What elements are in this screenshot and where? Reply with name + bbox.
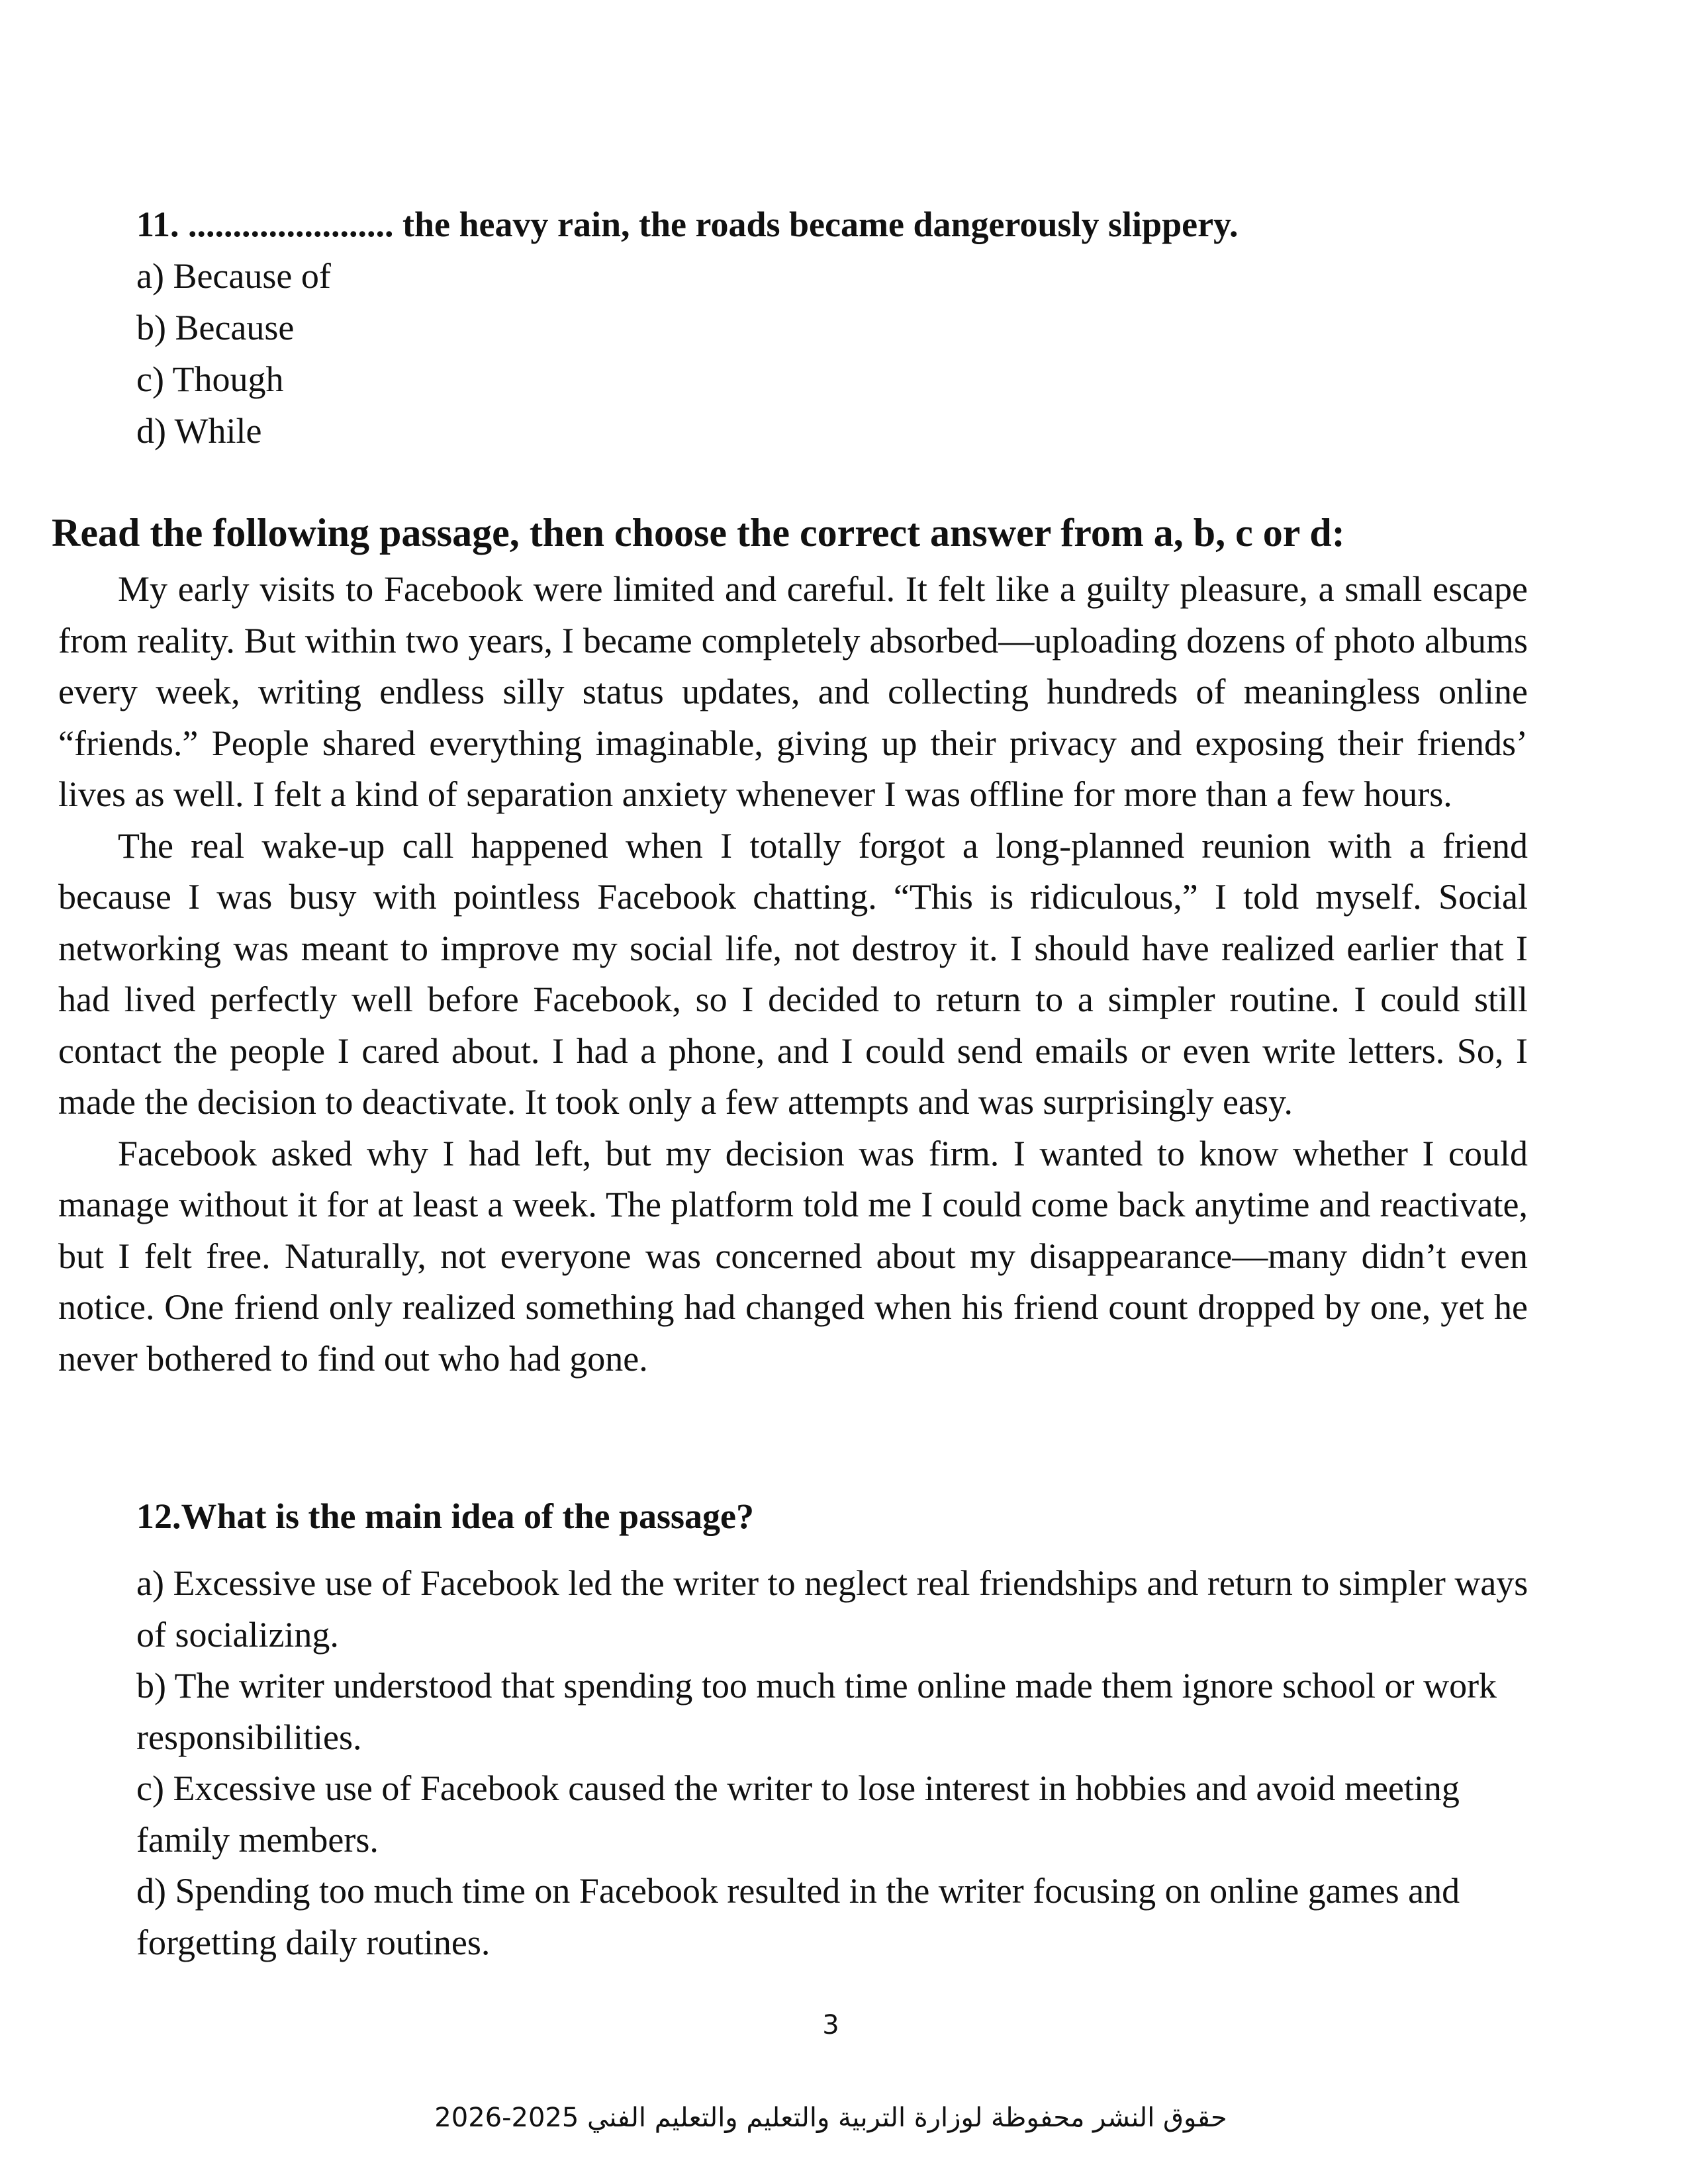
passage-paragraph-2: The real wake-up call happened when I totally forgot a long-planned reunion with a friend because I was busy with pointless Facebook chatting. “This is ridiculous,” I told myself. Social networking was meant to improve my social life, not destroy it. I should have realized earlier that I had lived perfectly well before Facebook, so I decided to return to a simpler routine. I could still contact the people I cared about. I had a phone, and I could send emails or even write letters. So, I made the decision to deactivate. It took only a few attempts and was surprisingly easy.	[58, 825, 1528, 1122]
reading-passage	[58, 564, 1528, 1385]
question-11-option-d: d) While	[136, 411, 262, 451]
reading-instruction: Read the following passage, then choose the correct answer from a, b, c or d:	[52, 511, 1345, 555]
question-11-option-c: c) Though	[136, 359, 284, 399]
page-number: 3	[822, 2010, 839, 2040]
question-12-option-b: b) The writer understood that spending too much time online made them ignore school or work responsibilities.	[136, 1666, 1497, 1757]
copyright-footer: حقوق النشر محفوظة لوزارة التربية والتعليم والتعليم الفني 2025-2026	[434, 2103, 1227, 2133]
passage-paragraph-3: Facebook asked why I had left, but my decision was firm. I wanted to know whether I could manage without it for at least a week. The platform told me I could come back anytime and reactivate, but I felt free. Naturally, not everyone was concerned about my disappearance—many didn’t even notice. One friend only realized something had changed when his friend count dropped by one, yet he never bothered to find out who had gone.	[58, 1133, 1528, 1379]
question-12-stem: 12.What is the main idea of the passage?	[136, 1496, 755, 1536]
question-12-option-a: a) Excessive use of Facebook led the writer to neglect real friendships and return to simpler ways of socializing.	[136, 1563, 1528, 1655]
question-11	[136, 199, 1560, 457]
question-12	[136, 1490, 1546, 1968]
question-11-stem: 11. ....................... the heavy rain, the roads became dangerously slippery.	[136, 205, 1239, 244]
passage-paragraph-1: My early visits to Facebook were limited and careful. It felt like a guilty pleasure, a small escape from reality. But within two years, I became completely absorbed—uploading dozens of photo albums every week, writing endless silly status updates, and collecting hundreds of meaningless online “friends.” People shared everything imaginable, giving up their privacy and exposing their friends’ lives as well. I felt a kind of separation anxiety whenever I was offline for more than a few hours.	[58, 569, 1528, 814]
question-11-option-a: a) Because of	[136, 256, 331, 296]
question-11-option-b: b) Because	[136, 308, 295, 347]
question-12-option-c: c) Excessive use of Facebook caused the writer to lose interest in hobbies and avoid meeting family members.	[136, 1768, 1460, 1860]
question-12-option-d: d) Spending too much time on Facebook resulted in the writer focusing on online games and forgetting daily routines.	[136, 1871, 1460, 1962]
